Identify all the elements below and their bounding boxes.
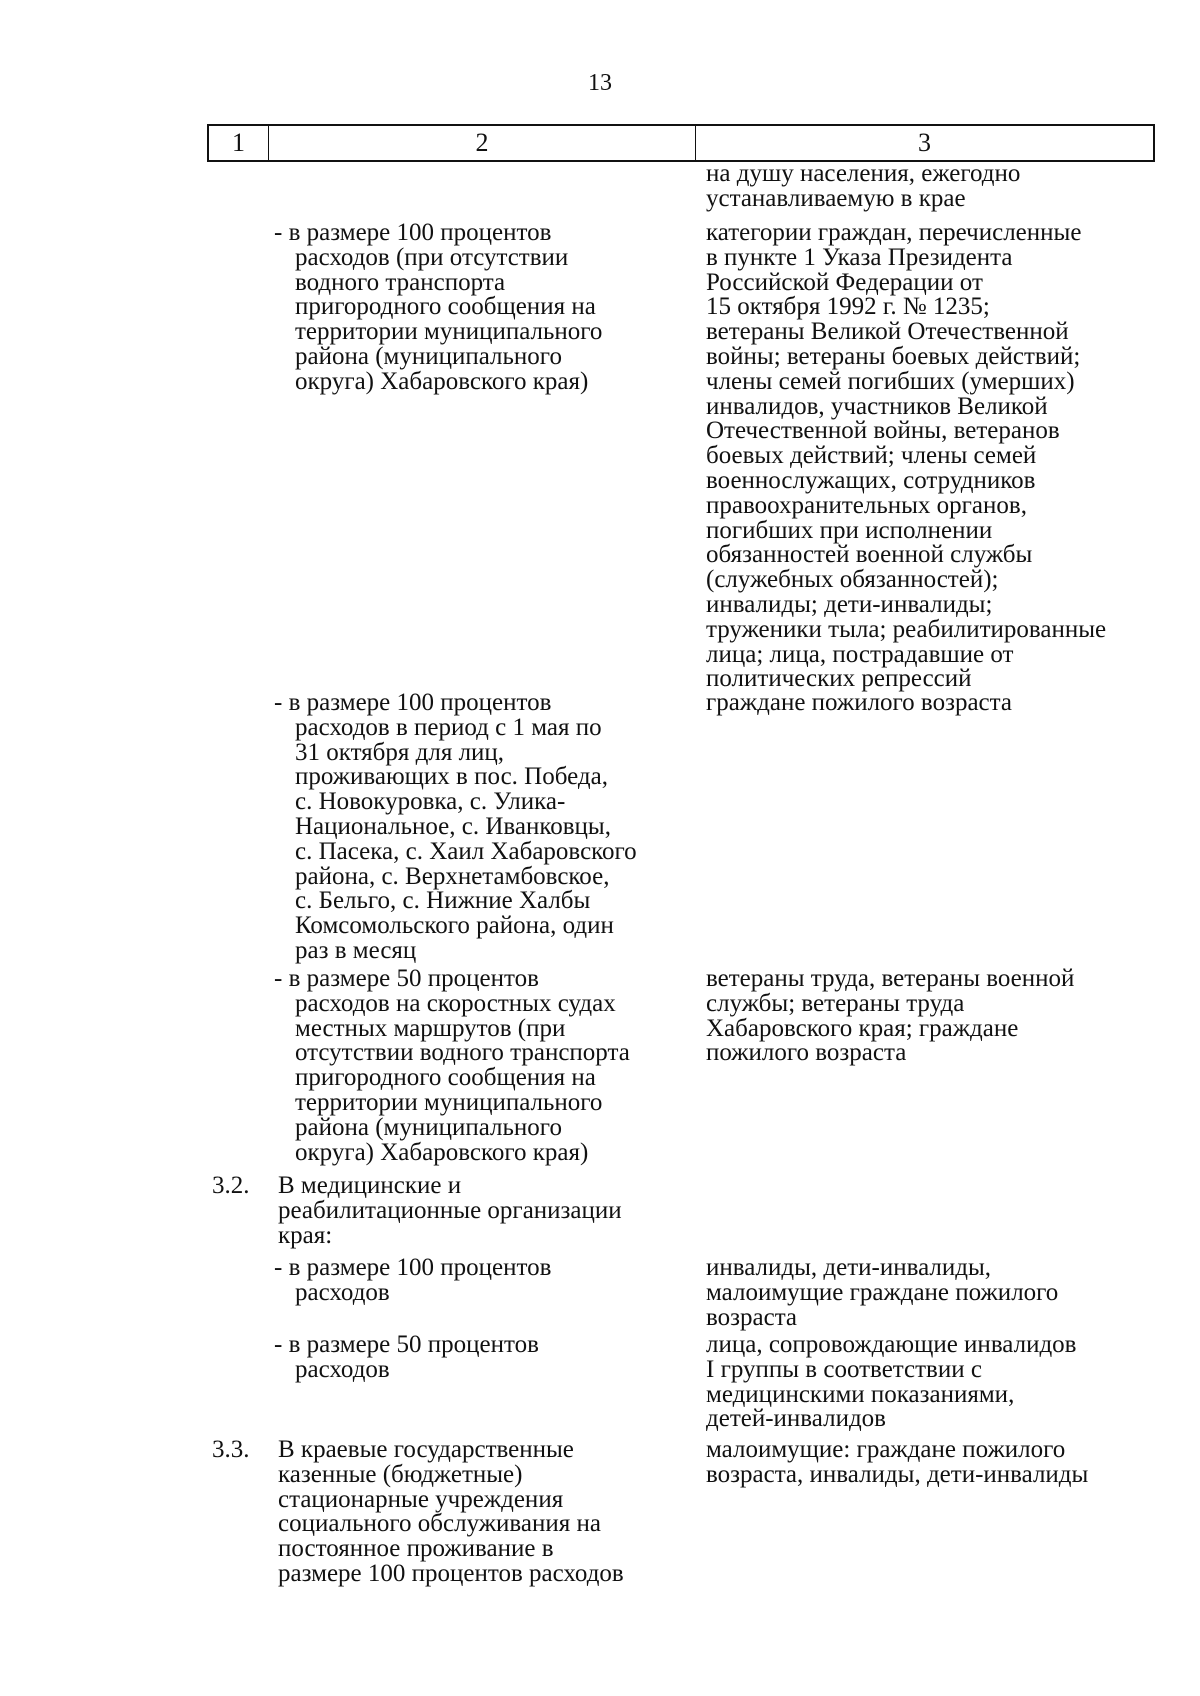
continuation-col3: [706, 162, 1176, 212]
section-3-2-item-1-categories: [706, 1256, 1176, 1330]
text-line: с. Пасека, с. Хаил Хабаровского: [295, 837, 637, 865]
text-line: ветераны Великой Отечественной: [706, 318, 1069, 346]
text-line: расходов на скоростных судах: [295, 989, 616, 1017]
header-col-3: 3: [918, 128, 931, 157]
text-line: боевых действий; члены семей: [706, 442, 1037, 470]
text-line: члены семей погибших (умерших): [706, 367, 1075, 395]
text-line: В медицинские и: [278, 1172, 462, 1199]
text-line: малоимущие: граждане пожилого: [706, 1436, 1066, 1463]
text-line: граждане пожилого возраста: [706, 689, 1012, 716]
section-3-2-item-2-categories: [706, 1333, 1176, 1432]
text-line: лица, сопровождающие инвалидов: [706, 1331, 1077, 1358]
text-line: с. Новокуровка, с. Улика-: [295, 788, 566, 816]
text-line: труженики тыла; реабилитированные: [706, 615, 1107, 643]
header-col-2: 2: [269, 126, 696, 160]
table-header-row: [207, 124, 1155, 162]
text-line: малоимущие граждане пожилого: [706, 1278, 1059, 1306]
text-line: В краевые государственные: [278, 1436, 574, 1463]
text-line: - в размере 100 процентов: [274, 689, 552, 716]
row-2-categories: [706, 691, 1176, 716]
text-line: водного транспорта: [295, 268, 506, 296]
section-3-3-conditions: [278, 1438, 708, 1587]
text-line: инвалидов, участников Великой: [706, 392, 1048, 420]
text-line: возраста: [706, 1303, 798, 1331]
text-line: расходов: [295, 1355, 390, 1383]
text-line: на душу населения, ежегодно: [706, 160, 1021, 187]
text-line: округа) Хабаровского края): [295, 1138, 589, 1166]
text-line: обязанностей военной службы: [706, 541, 1033, 569]
text-line: - в размере 100 процентов: [274, 219, 552, 246]
text-line: - в размере 100 процентов: [274, 1254, 552, 1281]
text-line: военнослужащих, сотрудников: [706, 466, 1036, 494]
text-line: стационарные учреждения: [278, 1485, 564, 1513]
text-line: Национальное, с. Иванковцы,: [295, 812, 611, 840]
section-3-2-title: [278, 1174, 698, 1248]
text-line: политических репрессий: [706, 665, 972, 693]
text-line: раз в месяц: [295, 936, 417, 964]
text-line: 31 октября для лиц,: [295, 738, 505, 766]
text-line: проживающих в пос. Победа,: [295, 763, 608, 791]
row-1-conditions: [274, 221, 714, 395]
text-line: района (муниципального: [295, 342, 562, 370]
text-line: войны; ветераны боевых действий;: [706, 342, 1081, 370]
text-line: территории муниципального: [295, 318, 603, 346]
text-line: в пункте 1 Указа Президента: [706, 243, 1013, 271]
text-line: пригородного сообщения на: [295, 1064, 596, 1092]
section-number-3-2: 3.2.: [212, 1172, 250, 1199]
text-line: Хабаровского края; граждане: [706, 1014, 1019, 1042]
row-3-conditions: [274, 967, 714, 1165]
text-line: инвалиды; дети-инвалиды;: [706, 590, 993, 618]
section-3-2-item-2-conditions: [274, 1333, 714, 1383]
text-line: Комсомольского района, один: [295, 912, 614, 940]
text-line: постоянное проживание в: [278, 1535, 554, 1563]
text-line: инвалиды, дети-инвалиды,: [706, 1254, 992, 1281]
text-line: 15 октября 1992 г. № 1235;: [706, 293, 990, 321]
text-line: района, с. Верхнетамбовское,: [295, 862, 610, 890]
page-number: 13: [588, 70, 612, 96]
text-line: службы; ветераны труда: [706, 989, 965, 1017]
text-line: устанавливаемую в крае: [706, 184, 966, 212]
text-line: пригородного сообщения на: [295, 293, 596, 321]
text-line: лица; лица, пострадавшие от: [706, 640, 1014, 668]
text-line: расходов (при отсутствии: [295, 243, 569, 271]
section-number-3-3: 3.3.: [212, 1436, 250, 1463]
text-line: - в размере 50 процентов: [274, 965, 539, 992]
text-line: отсутствии водного транспорта: [295, 1039, 630, 1067]
text-line: медицинскими показаниями,: [706, 1380, 1015, 1408]
text-line: размере 100 процентов расходов: [278, 1559, 624, 1587]
text-line: погибших при исполнении: [706, 516, 993, 544]
text-line: социального обслуживания на: [278, 1510, 601, 1538]
text-line: Отечественной войны, ветеранов: [706, 417, 1060, 445]
text-line: расходов в период с 1 мая по: [295, 713, 602, 741]
row-2-conditions: [274, 691, 714, 964]
text-line: местных маршрутов (при: [295, 1014, 566, 1042]
text-line: категории граждан, перечисленные: [706, 219, 1082, 246]
text-line: пожилого возраста: [706, 1039, 907, 1067]
text-line: казенные (бюджетные): [278, 1460, 523, 1488]
text-line: Российской Федерации от: [706, 268, 983, 296]
text-line: ветераны труда, ветераны военной: [706, 965, 1075, 992]
text-line: территории муниципального: [295, 1088, 603, 1116]
text-line: расходов: [295, 1278, 390, 1306]
text-line: края:: [278, 1221, 333, 1249]
text-line: детей-инвалидов: [706, 1405, 886, 1433]
text-line: реабилитационные организации: [278, 1196, 622, 1224]
section-3-3-categories: [706, 1438, 1176, 1488]
text-line: возраста, инвалиды, дети-инвалиды: [706, 1460, 1089, 1488]
row-3-categories: [706, 967, 1176, 1066]
text-line: района (муниципального: [295, 1113, 562, 1141]
row-1-categories: [706, 221, 1176, 692]
text-line: правоохранительных органов,: [706, 491, 1027, 519]
header-col-1: 1: [209, 126, 269, 160]
text-line: с. Бельго, с. Нижние Халбы: [295, 887, 591, 915]
section-3-2-item-1-conditions: [274, 1256, 714, 1306]
text-line: I группы в соответствии с: [706, 1355, 982, 1383]
text-line: - в размере 50 процентов: [274, 1331, 539, 1358]
text-line: (служебных обязанностей);: [706, 566, 999, 594]
text-line: округа) Хабаровского края): [295, 367, 589, 395]
